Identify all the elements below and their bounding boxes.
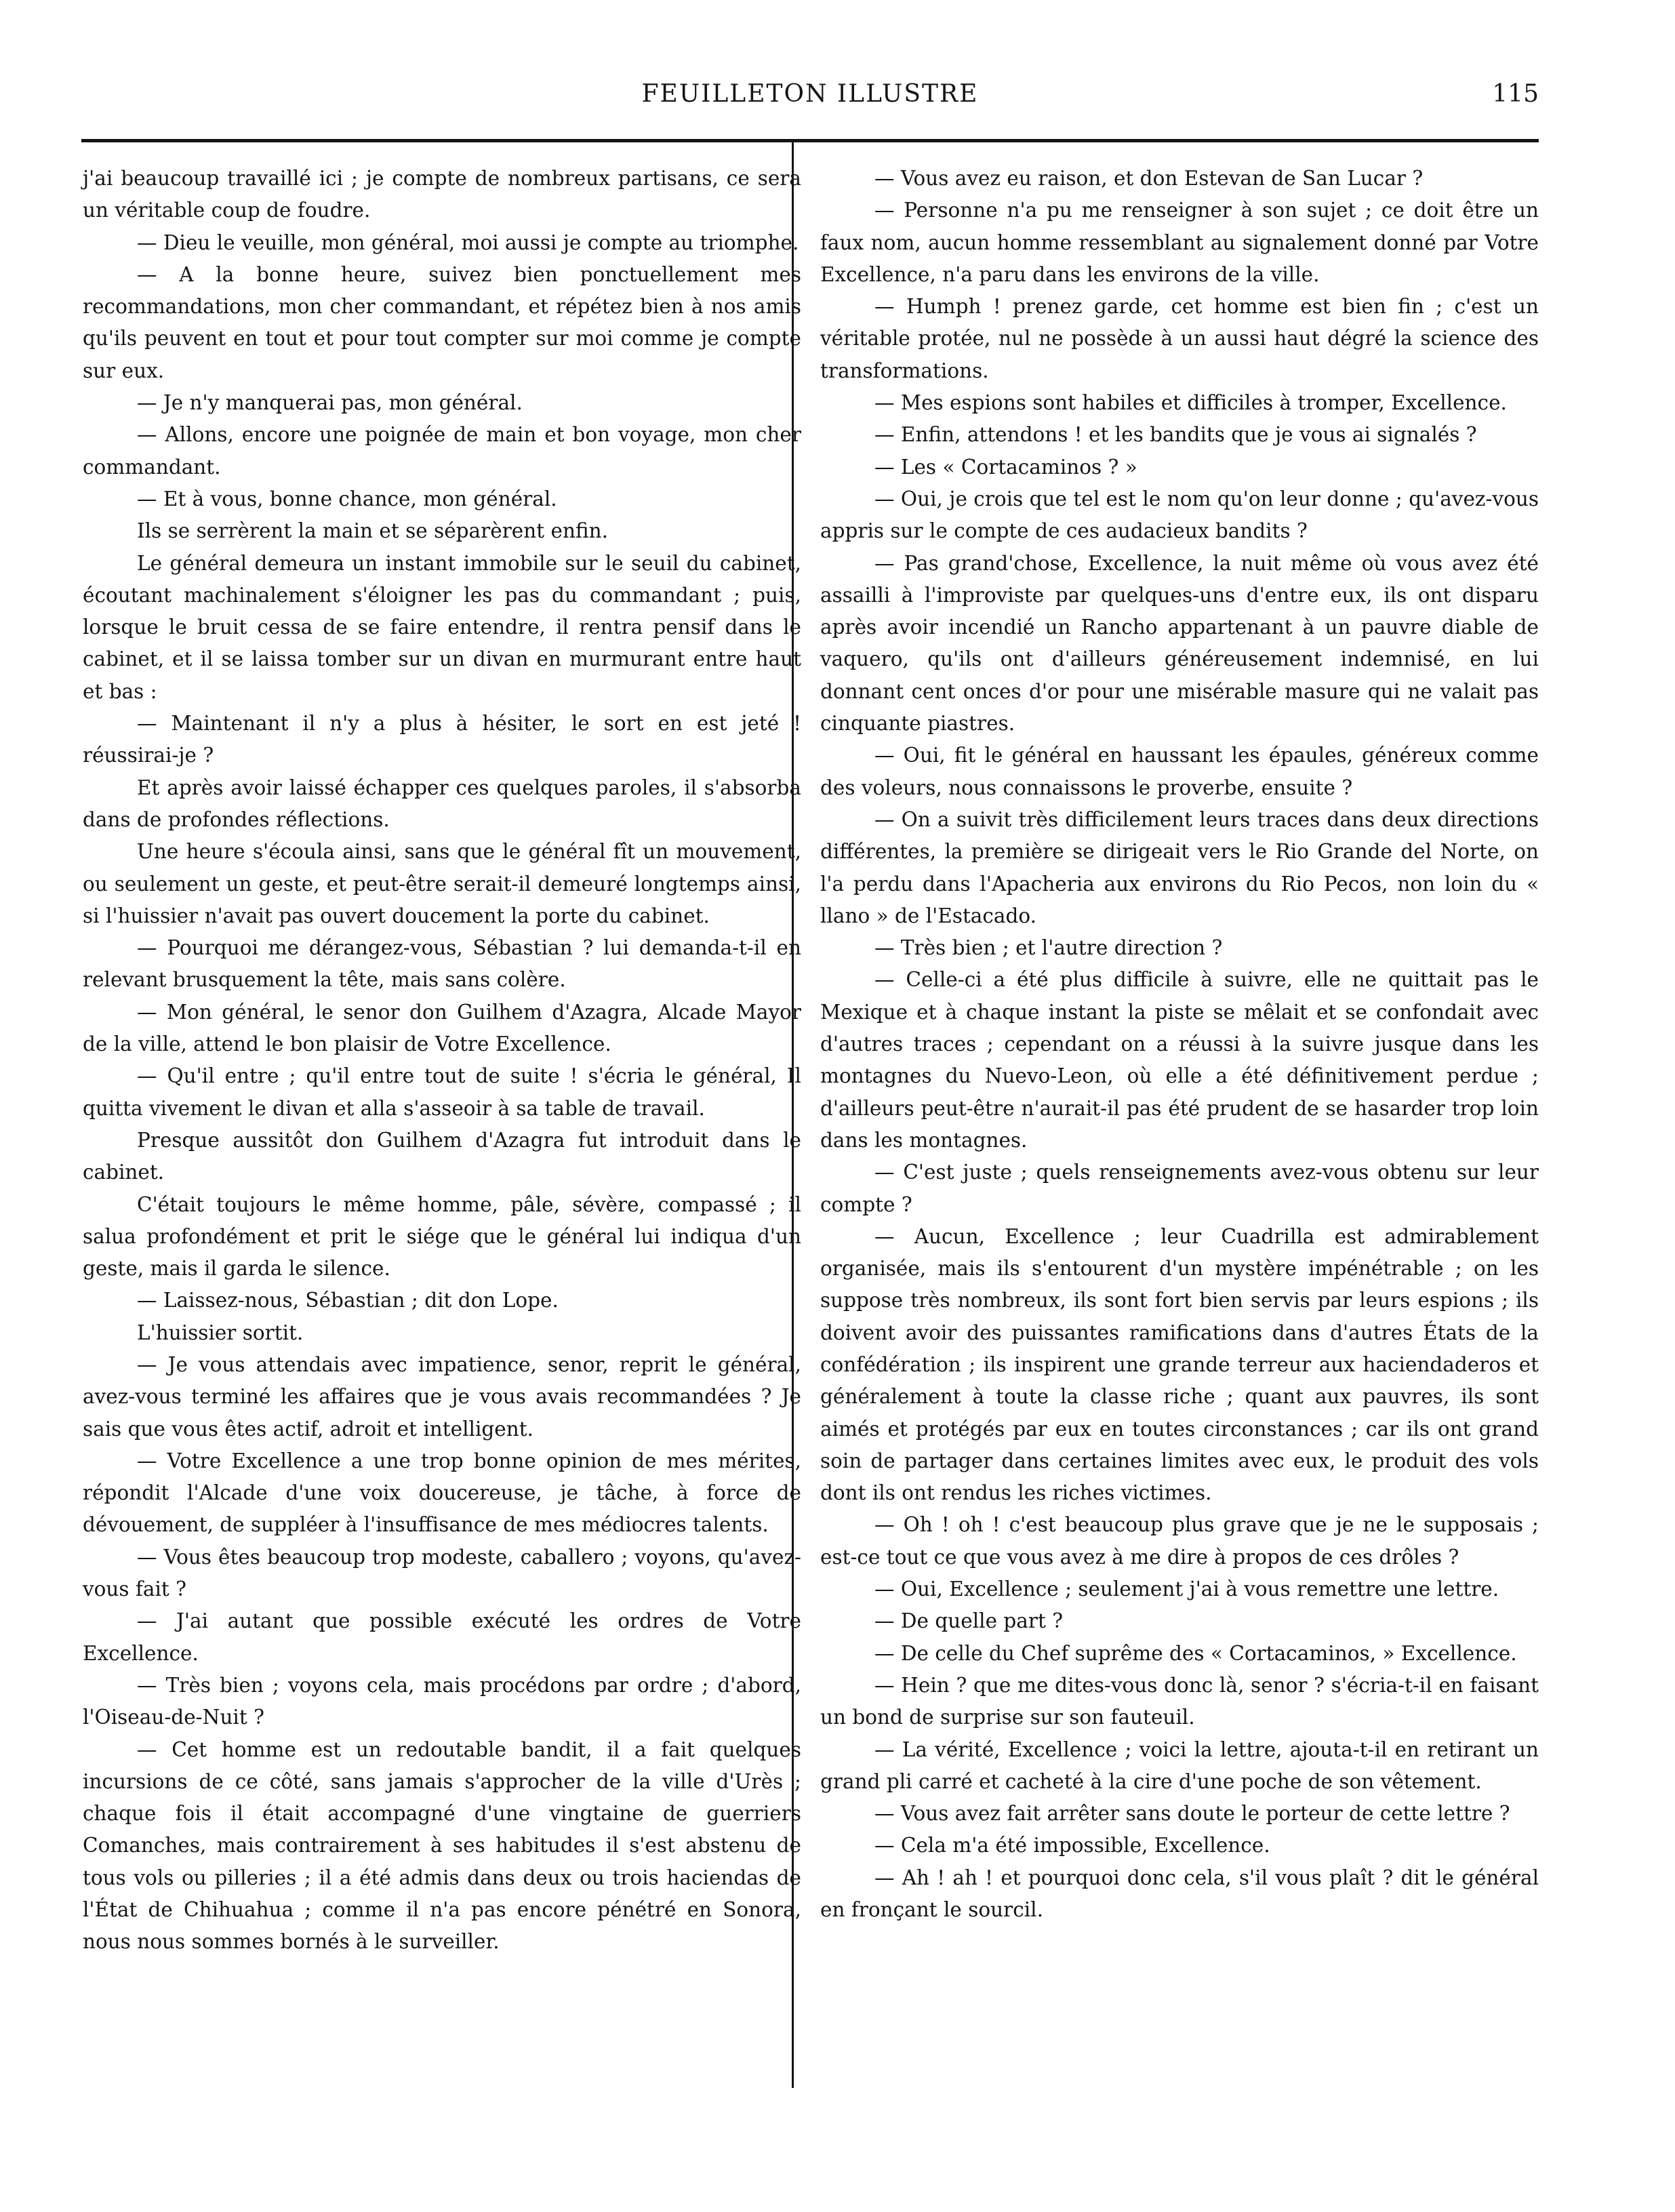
paragraph: — Les « Cortacaminos ? »	[874, 455, 1137, 479]
paragraph: — Oui, je crois que tel est le nom qu'on leur donne ; qu'avez-vous appris sur le compte de ces audacieux bandits ?	[820, 487, 1539, 543]
paragraph: — Laissez-nous, Sébastian ; dit don Lope.	[137, 1289, 559, 1312]
paragraph: — On a suivit très difficilement leurs traces dans deux directions différentes, la première se dirigeait vers le Rio Grande del Norte, on l'a perdu dans l'Apacheria aux environs du Rio Pecos, non loin du « llano » de l'Estacado.	[820, 807, 1539, 927]
paragraph: Le général demeura un instant immobile sur le seuil du cabinet, écoutant machinalement s'éloigner les pas du commandant ; puis, lorsque le bruit cessa de se faire entendre, il rentra pensif dans le cabinet, et il se laissa tomber sur un divan en murmurant entre haut et bas :	[83, 551, 801, 703]
paragraph: — Cet homme est un redoutable bandit, il a fait quelques incursions de ce côté, sans jamais s'approcher de la ville d'Urès ; chaque fois il était accompagné d'une vingtaine de guerriers Comanches, mais contrairement à ses habitudes il s'est abstenu de tous vols ou pilleries ; il a été admis dans deux ou trois haciendas de l'État de Chihuahua ; comme il n'a pas encore pénétré en Sonora, nous nous sommes bornés à le surveiller.	[83, 1737, 801, 1954]
paragraph: — Pas grand'chose, Excellence, la nuit même où vous avez été assailli à l'improviste par quelques-uns d'entre eux, ils ont disparu après avoir incendié un Rancho appartenant à un pauvre diable de vaquero, qu'ils ont d'ailleurs généreusement indemnisé, en lui donnant cent onces d'or pour une misérable masure qui ne valait pas cinquante piastres.	[820, 551, 1539, 736]
paragraph: — Très bien ; voyons cela, mais procédons par ordre ; d'abord, l'Oiseau-de-Nuit ?	[83, 1673, 801, 1729]
paragraph: — Dieu le veuille, mon général, moi aussi je compte au triomphe.	[137, 230, 799, 254]
paragraph: — Celle-ci a été plus difficile à suivre, elle ne quittait pas le Mexique et à chaque instant la piste se mêlait et se confondait avec d'autres traces ; cependant on a réussi à la suivre jusque dans les montagnes du Nuevo-Leon, où elle a été définitivement perdue ; d'ailleurs peut-être n'aurait-il pas été prudent de se hasarder trop loin dans les montagnes.	[820, 968, 1539, 1152]
paragraph: L'huissier sortit.	[137, 1321, 304, 1344]
paragraph: — Qu'il entre ; qu'il entre tout de suite ! s'écria le général, Il quitta vivement le divan et alla s'asseoir à sa table de travail.	[83, 1064, 801, 1120]
paragraph: — Et à vous, bonne chance, mon général.	[137, 487, 557, 510]
paragraph: — Humph ! prenez garde, cet homme est bien fin ; c'est un véritable protée, nul ne possède à un aussi haut dégré la science des transformations.	[820, 295, 1539, 382]
right-column	[820, 163, 1539, 1926]
paragraph: — Allons, encore une poignée de main et bon voyage, mon cher commandant.	[83, 423, 801, 479]
paragraph: — A la bonne heure, suivez bien ponctuellement mes recommandations, mon cher commandant, et répétez bien à nos amis qu'ils peuvent en tout et pour tout compter sur moi comme je compte sur eux.	[83, 262, 801, 382]
paragraph: — Pourquoi me dérangez-vous, Sébastian ? lui demanda-t-il en relevant brusquement la tête, mais sans colère.	[83, 936, 801, 992]
paragraph: — Oui, fit le général en haussant les épaules, généreux comme des voleurs, nous connaissons le proverbe, ensuite ?	[820, 744, 1539, 799]
paragraph: j'ai beaucoup travaillé ici ; je compte de nombreux partisans, ce sera un véritable coup de foudre.	[83, 167, 801, 222]
paragraph: — Je vous attendais avec impatience, senor, reprit le général, avez-vous terminé les affaires que je vous avais recommandées ? Je sais que vous êtes actif, adroit et intelligent.	[83, 1352, 801, 1441]
paragraph: — J'ai autant que possible exécuté les ordres de Votre Excellence.	[83, 1609, 801, 1665]
paragraph: — Oh ! oh ! c'est beaucoup plus grave que je ne le supposais ; est-ce tout ce que vous avez à me dire à propos de ces drôles ?	[820, 1513, 1539, 1569]
page-number: 115	[1492, 80, 1539, 108]
paragraph: Et après avoir laissé échapper ces quelques paroles, il s'absorba dans de profondes réflections.	[83, 776, 801, 831]
paragraph: — La vérité, Excellence ; voici la lettre, ajouta-t-il en retirant un grand pli carré et cacheté à la cire d'une poche de son vêtement.	[820, 1737, 1539, 1793]
header-rule	[81, 139, 1539, 142]
paragraph: — Aucun, Excellence ; leur Cuadrilla est admirablement organisée, mais ils s'entourent d'un mystère impénétrable ; on les suppose très nombreux, ils sont fort bien servis par leurs espions ; ils doivent avoir des puissantes ramifications dans d'autres États de la confédération ; ils inspirent une grande terreur aux haciendaderos et généralement à toute la classe riche ; quant aux pauvres, ils sont aimés et protégés par eux en toutes circonstances ; car ils ont grand soin de partager dans certaines limites avec eux, le produit des vols dont ils ont rendus les riches victimes.	[820, 1224, 1539, 1505]
paragraph: Ils se serrèrent la main et se séparèrent enfin.	[137, 519, 608, 543]
paragraph: — Vous avez eu raison, et don Estevan de San Lucar ?	[874, 167, 1424, 190]
paragraph: Une heure s'écoula ainsi, sans que le général fît un mouvement, ou seulement un geste, et peut-être serait-il demeuré longtemps ainsi, si l'huissier n'avait pas ouvert doucement la porte du cabinet.	[83, 840, 801, 927]
paragraph: — Enfin, attendons ! et les bandits que je vous ai signalés ?	[874, 423, 1477, 447]
paragraph: — De quelle part ?	[874, 1609, 1064, 1633]
paragraph: — Mon général, le senor don Guilhem d'Azagra, Alcade Mayor de la ville, attend le bon plaisir de Votre Excellence.	[83, 1000, 801, 1056]
paragraph: — Hein ? que me dites-vous donc là, senor ? s'écria-t-il en faisant un bond de surprise sur son fauteuil.	[820, 1673, 1539, 1729]
paragraph: — Très bien ; et l'autre direction ?	[874, 936, 1223, 960]
paragraph: C'était toujours le même homme, pâle, sévère, compassé ; il salua profondément et prit le siége que le général lui indiqua d'un geste, mais il garda le silence.	[83, 1192, 801, 1281]
paragraph: — Vous êtes beaucoup trop modeste, caballero ; voyons, qu'avez-vous fait ?	[83, 1545, 801, 1601]
paragraph: — De celle du Chef suprême des « Cortacaminos, » Excellence.	[874, 1641, 1517, 1665]
paragraph: — Maintenant il n'y a plus à hésiter, le sort en est jeté ! réussirai-je ?	[83, 712, 801, 767]
paragraph: — Vous avez fait arrêter sans doute le porteur de cette lettre ?	[874, 1802, 1510, 1826]
paragraph: — Je n'y manquerai pas, mon général.	[137, 391, 523, 415]
paragraph: — Votre Excellence a une trop bonne opinion de mes mérites, répondit l'Alcade d'une voix doucereuse, je tâche, à force de dévouement, de suppléer à l'insuffisance de mes médiocres talents.	[83, 1449, 801, 1537]
paragraph: — C'est juste ; quels renseignements avez-vous obtenu sur leur compte ?	[820, 1161, 1539, 1216]
running-title: FEUILLETON ILLUSTRE	[641, 80, 979, 108]
paragraph: — Personne n'a pu me renseigner à son sujet ; ce doit être un faux nom, aucun homme ressemblant au signalement donné par Votre Excellence, n'a paru dans les environs de la ville.	[820, 199, 1539, 286]
paragraph: — Mes espions sont habiles et difficiles à tromper, Excellence.	[874, 391, 1507, 415]
paragraph: — Oui, Excellence ; seulement j'ai à vous remettre une lettre.	[874, 1577, 1499, 1601]
paragraph: — Ah ! ah ! et pourquoi donc cela, s'il vous plaît ? dit le général en fronçant le sourcil.	[820, 1866, 1539, 1922]
paragraph: Presque aussitôt don Guilhem d'Azagra fut introduit dans le cabinet.	[83, 1128, 801, 1184]
paragraph: — Cela m'a été impossible, Excellence.	[874, 1834, 1270, 1857]
left-column	[83, 163, 801, 1958]
page-header	[81, 80, 1539, 121]
